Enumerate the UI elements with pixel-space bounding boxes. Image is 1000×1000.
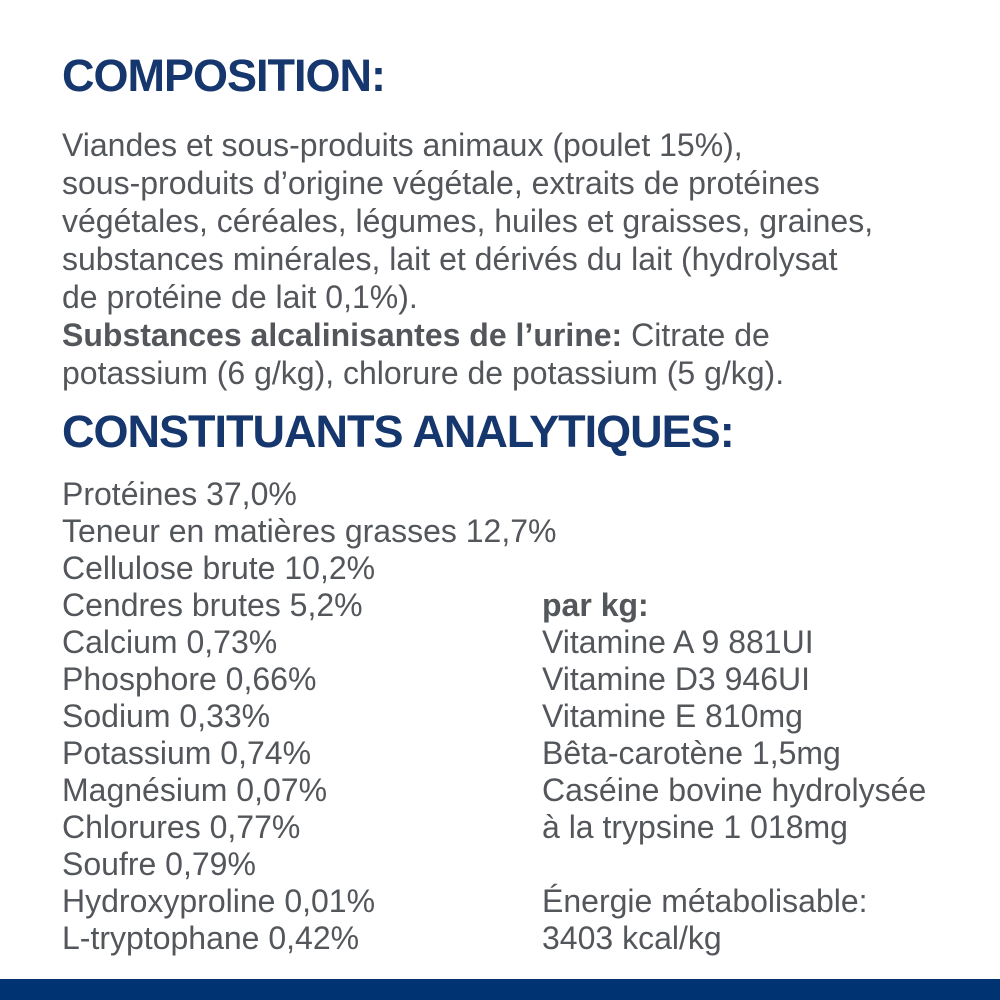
- composition-text: [62, 126, 958, 392]
- alkalising-substances-value: Citrate de: [622, 317, 770, 353]
- alkalising-substances-label: Substances alcalinisantes de l’urine:: [62, 317, 623, 353]
- analyte-item: Hydroxyproline 0,01%: [62, 883, 376, 919]
- per-kg-item: Vitamine D3 946UI: [542, 661, 810, 697]
- footer-brand-bar: [0, 979, 1000, 1000]
- analyte-item: Cellulose brute 10,2%: [62, 550, 376, 586]
- per-kg-item: Vitamine E 810mg: [542, 698, 803, 734]
- analyte-item: Chlorures 0,77%: [62, 809, 301, 845]
- composition-heading: COMPOSITION:: [62, 50, 385, 101]
- analyte-item: Soufre 0,79%: [62, 846, 256, 882]
- composition-line: de protéine de lait 0,1%).: [62, 279, 418, 315]
- analyte-item: L-tryptophane 0,42%: [62, 920, 360, 956]
- analyte-item: Cendres brutes 5,2%: [62, 587, 363, 623]
- analytical-constituents-heading: CONSTITUANTS ANALYTIQUES:: [62, 406, 734, 457]
- composition-line: végétales, céréales, légumes, huiles et graisses, graines,: [62, 203, 874, 239]
- analyte-item: Phosphore 0,66%: [62, 661, 317, 697]
- analyte-item: Magnésium 0,07%: [62, 772, 328, 808]
- analyte-item: Calcium 0,73%: [62, 624, 278, 660]
- per-kg-item: [542, 550, 958, 587]
- pet-food-label: [62, 52, 958, 957]
- per-kg-item: [542, 846, 958, 883]
- analyte-item: Potassium 0,74%: [62, 735, 312, 771]
- composition-line: sous-produits d’origine végétale, extraits de protéines: [62, 165, 820, 201]
- per-kg-heading: par kg:: [542, 587, 649, 623]
- per-kg-item: [542, 513, 958, 550]
- analytical-constituents-table: [62, 476, 958, 957]
- analyte-item: Teneur en matières grasses 12,7%: [62, 513, 557, 549]
- composition-line: substances minérales, lait et dérivés du lait (hydrolysat: [62, 241, 838, 277]
- analyte-item: Protéines 37,0%: [62, 476, 297, 512]
- per-kg-item: Caséine bovine hydrolysée: [542, 772, 927, 808]
- per-kg-item: [542, 476, 958, 513]
- per-kg-item: Vitamine A 9 881UI: [542, 624, 814, 660]
- per-kg-item: à la trypsine 1 018mg: [542, 809, 848, 845]
- per-kg-item: Bêta-carotène 1,5mg: [542, 735, 841, 771]
- composition-line: Viandes et sous-produits animaux (poulet 15%),: [62, 127, 743, 163]
- analyte-item: Sodium 0,33%: [62, 698, 271, 734]
- alkalising-substances-line: [62, 316, 958, 354]
- metabolisable-energy-label: Énergie métabolisable:: [542, 883, 868, 919]
- metabolisable-energy-value: 3403 kcal/kg: [542, 920, 722, 956]
- alkalising-substances-line2: potassium (6 g/kg), chlorure de potassium (5 g/kg).: [62, 355, 785, 391]
